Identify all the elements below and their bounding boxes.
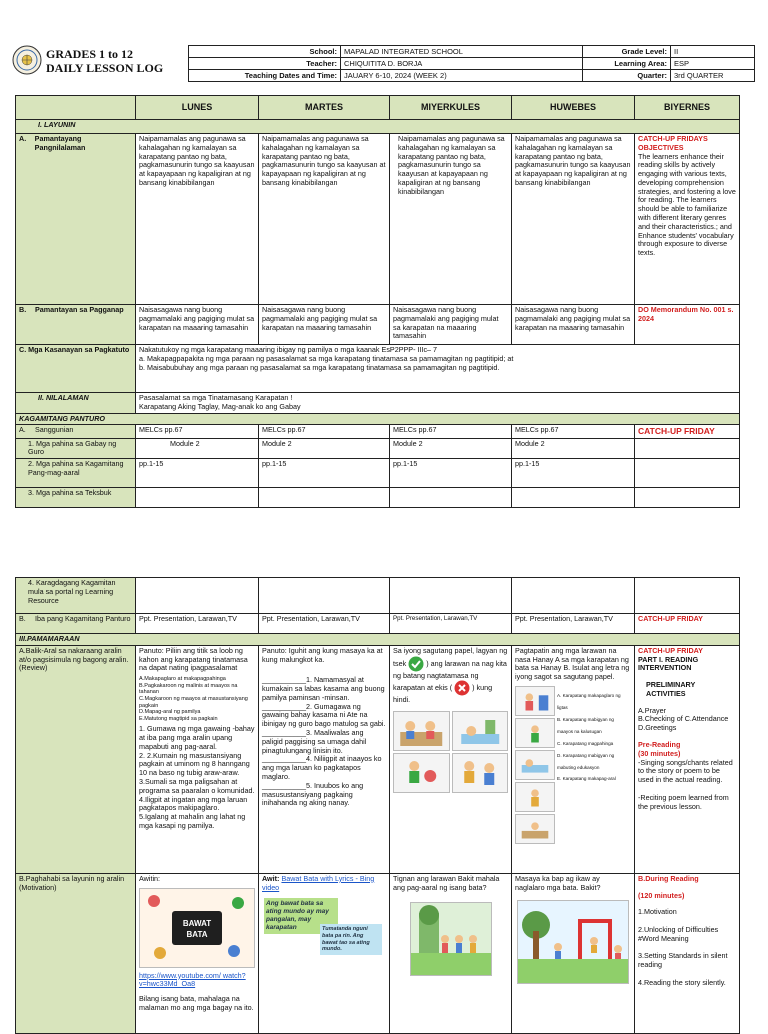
x-mark-icon: [454, 680, 470, 696]
thu-teksbuk: [512, 488, 635, 508]
picture-children-studying: [393, 711, 450, 751]
matching-activity: [515, 686, 631, 844]
day-header-mon: LUNES: [136, 96, 259, 120]
thu-module: Module 2: [512, 438, 635, 459]
section-layunin: I. LAYUNIN: [16, 120, 740, 134]
grade-value: II: [671, 46, 755, 58]
row-label-pamantayang-pangnilalaman: A. Pamantayang Pangnilalaman: [16, 134, 136, 305]
wed-ppt: Ppt. Presentation, Larawan,TV: [390, 614, 512, 634]
thu-sanggunian: MELCs pp.67: [512, 425, 635, 438]
header-info-table: School: MAPALAD INTEGRATED SCHOOL Grade Level: II Teacher: CHIQUITITA D. BORJA Learning Area: ESP Teaching Dates and Time: JAUARY 6-10, 2024 (WEEK 2) Quarter: 3rd QUARTER: [188, 45, 755, 82]
fri-ppt: CATCH-UP FRIDAY: [635, 614, 740, 634]
hanay-a-pictures: [515, 686, 555, 844]
fri-pages: [635, 459, 740, 488]
row-label-paghahabi: B.Paghahabi sa layunin ng aralin (Motivation): [16, 873, 136, 1033]
thu-motivation: Masaya ka bap ag ikaw ay naglalaro mga bata. Bakit?: [512, 873, 635, 1033]
dates-value: JAUARY 6-10, 2024 (WEEK 2): [341, 70, 583, 82]
bawat-bata-poster: [139, 888, 255, 968]
nilalaman-text: Pasasalamat sa mga Tinatamasang Karapatan ! Karapatang Aking Taglay, Mag-anak ko ang Gabay: [136, 393, 740, 414]
fri-module: [635, 438, 740, 459]
quarter-value: 3rd QUARTER: [671, 70, 755, 82]
row-label-teksbuk: 3. Mga pahina sa Teksbuk: [16, 488, 136, 508]
thu-ppt: Ppt. Presentation, Larawan,TV: [512, 614, 635, 634]
wed-pangnilalaman: Naipamamalas ang pagunawa sa kahalagahan ng kamalayan sa karapatang pantao ng bata, pagkamasunurin tungo sa kaayusan at kapayapaan ng kapaligiran at ng bansang kinabibilangan: [390, 134, 512, 305]
youtube-link[interactable]: https://www.youtube.com/ watch?v=hwc33Md_Oa8: [139, 970, 246, 989]
picture-child-working: [452, 753, 509, 793]
day-header-wed: MIYERKULES: [390, 96, 512, 120]
thu-balik-aral: Pagtapatin ang mga larawan na nasa Hanay A sa mga karapatan ng bata sa Hanay B. Isulat ang letra ng iyong sagot sa sagutang papel. A. Karapatang makapaglaro ng ligtas B. Karapatang mabigyan ng maayos na kalusugan C. Karapatang magpahinga D. Karapatang mabigyan ng mabuting edukasyon E. Karapatang makapag-aral: [512, 645, 635, 873]
row-label-pamantayan-sa-pagganap: B. Pamantayan sa Pagganap: [16, 305, 136, 345]
school-value: MAPALAD INTEGRATED SCHOOL: [341, 46, 583, 58]
tue-teksbuk: [259, 488, 390, 508]
picture-children-school: [410, 902, 492, 976]
picture-children-playing: [393, 753, 450, 793]
svg-text:BATA: BATA: [186, 929, 208, 939]
row-label-balik-aral: A.Balik-Aral sa nakaraang aralin at/o pagsisimula ng bagong aralin.(Review): [16, 645, 136, 873]
row-label-gabay-guro: 1. Mga pahina sa Gabay ng Guro: [16, 438, 136, 459]
document-title: GRADES 1 to 12 DAILY LESSON LOG: [46, 47, 164, 75]
picture-child-sick: [452, 711, 509, 751]
wed-motivation: Tignan ang larawan Bakit mahala ang pag-aaral ng isang bata?: [390, 873, 512, 1033]
thu-pagganap: Naisasagawa nang buong pagmamalaki ang pagiging mulat sa karapatan na maaaring tamasahin: [512, 305, 635, 345]
teacher-value: CHIQUITITA D. BORJA: [341, 58, 583, 70]
tue-pages: pp.1-15: [259, 459, 390, 488]
wed-sanggunian: MELCs pp.67: [390, 425, 512, 438]
thu-pangnilalaman: Naipamamalas ang pagunawa sa kahalagahan ng kamalayan sa karapatang pantao ng bata, pagkamasunurin tungo sa kaayusan at kapayapaan ng kapaligiran at ng bansang kinabibilangan: [512, 134, 635, 305]
area-value: ESP: [671, 58, 755, 70]
fri-teksbuk: [635, 488, 740, 508]
row-label-nilalaman: II. NILALAMAN: [16, 393, 136, 414]
tue-pangnilalaman: Naipamamalas ang pagunawa sa kahalagahan ng kamalayan sa karapatang pantao ng bata, pagkamasunurin tungo sa kaayusan at kapayapaan ng kapaligiran at ng bansang kinabibilangan: [259, 134, 390, 305]
wed-pages: pp.1-15: [390, 459, 512, 488]
thu-pages: pp.1-15: [512, 459, 635, 488]
tue-balik-aral: Panuto: Iguhit ang kung masaya ka at kung malungkot ka. ___________1. Namamasyal at kumakain sa labas kasama ang buong pamilya paminsan -minsan. ___________2. Gumagawa ng gawaing bahay kasama ni Ate na ibinigay ng guro bago matulog sa gabi. ___________3. Maaliwalas ang paligid paggising sa umaga dahil pinagtulungang linisin ito. ___________4. Niliigpit at inaayos ko ang mga laruan ko pagkatapos maglaro. ___________5. Inuubos ko ang masusustansiyang pagkaing inihahanda ng aking nanay.: [259, 645, 390, 873]
row-label-iba-pang-kagamitan: B. Iba pang Kagamitang Panturo: [16, 614, 136, 634]
row-label-kagamitang-pang-mag-aaral: 2. Mga pahina sa Kagamitang Pang-mag-aaral: [16, 459, 136, 488]
thu-karagdagan: [512, 578, 635, 614]
fri-sanggunian: CATCH-UP FRIDAY: [635, 425, 740, 438]
row-label-karagdagang-kagamitan: 4. Karagdagang Kagamitan mula sa portal ng Learning Resource: [16, 578, 136, 614]
fri-balik-aral: CATCH-UP FRIDAY PART I. READING INTERVENTION PRELIMINARY ACTIVITIES A.Prayer B.Checking of C.Attendance D.Greetings Pre-Reading (30 minutes) -Singing songs/chants related to the story or poem to be used in the actual reading. -Reciting poem learned from the previous lesson.: [635, 645, 740, 873]
corner-cell: [16, 96, 136, 120]
mon-motivation: Awitin: BAWAT BATA https://www.youtube.com/ watch?v=hwc33Md_Oa8 Bilang isang bata, mahalaga na malaman mo ang mga bagay na ito.: [136, 873, 259, 1033]
svg-text:BAWAT: BAWAT: [182, 918, 212, 928]
kasanayan-text: Nakatutukoy ng mga karapatang maaaring ibigay ng pamilya o mga kaanak EsP2PPP- IIIc– 7 a. Makapagpapakita ng mga paraan ng pasasalamat sa mga karapatang tinatamasa sa pamamagitan ng pagtitipid; at b. Maisabubuhay ang mga paraan ng pasasalamat sa mga karapatang tinatamasa sa pamamagitan ng pagtitipid.: [136, 345, 740, 393]
mon-pangnilalaman: Naipamamalas ang pagunawa sa kahalagahan ng kamalayan sa karapatang pantao ng bata, pagkamasunurin tungo sa kaayusan at kapayapaan ng kapaligiran at ng bansang kinabibilangan: [136, 134, 259, 305]
wed-pagganap: Naisasagawa nang buong pagmamalaki ang pagiging mulat sa karapatan na maaaring tamasahin: [390, 305, 512, 345]
mon-karagdagan: [136, 578, 259, 614]
tue-module: Module 2: [259, 438, 390, 459]
row-label-sanggunian: A. Sanggunian: [16, 425, 136, 438]
mon-balik-aral: Panuto: Piliin ang titik sa loob ng kahon ang karapatang tinatamasa na dapat nating ipagpasalamat A.Makapaglaro at makapagpahinga B.Pagkakaroon ng malinis at maayos na tahanan C.Magkaroon ng maayos at masustansiyang pagkain D.Mapag-aral ng pamilya E.Matutong magtipid sa pagkain 1. Gumawa ng mga gawaing -bahay at iba pang mga aralin upang mapabuti ang pag-aaral. 2. 2.Kumain ng masustansiyang pagkain at uminom ng 8 hanngang 10 na baso ng tubig araw-araw. 3.Sumali sa mga paligsahan at programa sa paaralan o komunidad. 4.Iligpit at ingatan ang mga laruan pagkatapos makipaglaro. 5.Igalang at mahalin ang lahat ng mga kasapi ng pamilya.: [136, 645, 259, 873]
hanay-b-choices: A. Karapatang makapaglaro ng ligtas B. Karapatang mabigyan ng maayos na kalusugan C. Karapatang magpahinga D. Karapatang mabigyan ng mabuting edukasyon E. Karapatang makapag-aral: [557, 692, 621, 782]
picture-children-playground: [517, 900, 629, 984]
mon-ppt: Ppt. Presentation, Larawan,TV: [136, 614, 259, 634]
tue-ppt: Ppt. Presentation, Larawan,TV: [259, 614, 390, 634]
activity-pictures: [393, 711, 508, 793]
bing-video-link[interactable]: Bawat Bata with Lyrics - Bing video: [262, 873, 375, 892]
mon-pagganap: Naisasagawa nang buong pagmamalaki ang pagiging mulat sa karapatan na maaaring tamasahin: [136, 305, 259, 345]
song-lyrics-graphic: Ang bawat bata sa ating mundo ay may pangalan, may karapatan Tumatanda nguni bata pa rin. Ang bawat tao sa ating mundo.: [262, 896, 386, 966]
fri-karagdagan: [635, 578, 740, 614]
row-label-kasanayan: C. Mga Kasanayan sa Pagkatuto: [16, 345, 136, 393]
day-header-fri: BIYERNES: [635, 96, 740, 120]
check-icon: [408, 656, 424, 672]
day-header-tue: MARTES: [259, 96, 390, 120]
wed-module: Module 2: [390, 438, 512, 459]
fri-memorandum: DO Memorandum No. 001 s. 2024: [635, 305, 740, 345]
wed-karagdagan: [390, 578, 512, 614]
tue-sanggunian: MELCs pp.67: [259, 425, 390, 438]
fri-during-reading: B.During Reading (120 minutes) 1.Motivation 2.Unlocking of Difficulties #Word Meaning 3.Setting Standards in silent reading 4.Reading the story silently.: [635, 873, 740, 1033]
day-header-thu: HUWEBES: [512, 96, 635, 120]
fri-objectives: CATCH-UP FRIDAYS OBJECTIVES The learners enhance their reading skills by actively engaging with various texts, developing comprehension strategies, and fostering a love for reading. The learners should be able to familiarize with different literary genres and their characteristics.; and Enhance students' vocabulary through exposure to diverse texts.: [635, 134, 740, 305]
lesson-table-page2: [15, 577, 740, 1034]
lesson-table-page1: [15, 95, 740, 508]
mon-teksbuk: [136, 488, 259, 508]
wed-teksbuk: [390, 488, 512, 508]
mon-module: Module 2: [136, 438, 259, 459]
section-kagamitang-panturo: KAGAMITANG PANTURO: [16, 413, 740, 425]
section-pamamaraan: III.PAMAMARAAN: [16, 634, 740, 646]
tue-motivation: Awit: Bawat Bata with Lyrics - Bing video Ang bawat bata sa ating mundo ay may pangalan, may karapatan Tumatanda nguni bata pa rin. Ang bawat tao sa ating mundo.: [259, 873, 390, 1033]
tue-karagdagan: [259, 578, 390, 614]
deped-seal-icon: [12, 45, 42, 75]
wed-balik-aral: Sa iyong sagutang papel, lagyan ng tsek ) ang larawan na nag kita ng batang nagtatamasa ng karapatan at ekis ( ) kung hindi.: [390, 645, 512, 873]
mon-pages: pp.1-15: [136, 459, 259, 488]
mon-sanggunian: MELCs pp.67: [136, 425, 259, 438]
tue-pagganap: Naisasagawa nang buong pagmamalaki ang pagiging mulat sa karapatan na maaaring tamasahin: [259, 305, 390, 345]
